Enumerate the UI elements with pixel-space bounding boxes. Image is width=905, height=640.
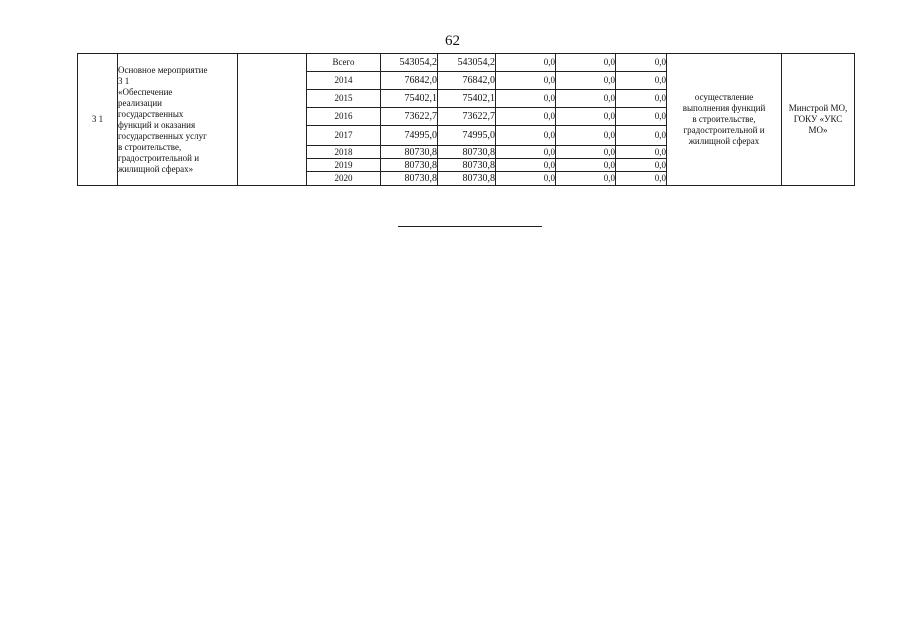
budget-value: 76842,0 — [438, 72, 496, 90]
value-cell: 0,0 — [556, 172, 616, 186]
description-line: «Обеспечение — [118, 86, 173, 97]
budget-value: 80730,8 — [438, 159, 496, 172]
value-cell: 0,0 — [496, 108, 556, 126]
description-line: градостроительной и — [118, 152, 200, 163]
value-cell: 0,0 — [496, 146, 556, 159]
result-line: жилищной сферах — [688, 136, 760, 146]
total-value: 74995,0 — [381, 126, 438, 146]
row-number: 3 1 — [78, 54, 118, 186]
description-line: реализации — [118, 97, 162, 108]
result-line: в строительстве, — [692, 114, 756, 124]
result-line: градостроительной и — [683, 125, 765, 135]
value-cell: 0,0 — [556, 146, 616, 159]
result-line: осуществление — [694, 92, 754, 102]
program-table — [77, 53, 855, 186]
value-cell: 0,0 — [616, 90, 667, 108]
budget-value: 73622,7 — [438, 108, 496, 126]
table-row — [78, 54, 855, 72]
value-cell: 0,0 — [556, 108, 616, 126]
result-line: выполнения функций — [682, 103, 766, 113]
end-separator-line — [398, 226, 542, 227]
total-value: 80730,8 — [381, 159, 438, 172]
year-label: 2015 — [307, 90, 381, 108]
value-cell: 0,0 — [616, 126, 667, 146]
budget-value: 80730,8 — [438, 146, 496, 159]
total-value: 76842,0 — [381, 72, 438, 90]
description-line: государственных услуг — [118, 130, 207, 141]
year-label: 2018 — [307, 146, 381, 159]
value-cell: 0,0 — [616, 172, 667, 186]
value-cell: 0,0 — [556, 54, 616, 72]
page-number: 62 — [445, 33, 460, 49]
description-line: государственных — [118, 108, 184, 119]
executor-line: МО» — [808, 125, 828, 135]
period-cell — [238, 54, 307, 186]
value-cell: 0,0 — [496, 126, 556, 146]
budget-value: 543054,2 — [438, 54, 496, 72]
value-cell: 0,0 — [556, 72, 616, 90]
year-label: 2017 — [307, 126, 381, 146]
description-line: жилищной сферах» — [118, 163, 194, 174]
value-cell: 0,0 — [496, 90, 556, 108]
description-line: функций и оказания — [118, 119, 196, 130]
total-value: 80730,8 — [381, 172, 438, 186]
budget-value: 74995,0 — [438, 126, 496, 146]
value-cell: 0,0 — [496, 159, 556, 172]
year-label: 2020 — [307, 172, 381, 186]
value-cell: 0,0 — [556, 159, 616, 172]
value-cell: 0,0 — [616, 72, 667, 90]
total-value: 80730,8 — [381, 146, 438, 159]
value-cell: 0,0 — [616, 159, 667, 172]
value-cell: 0,0 — [616, 54, 667, 72]
year-label: 2019 — [307, 159, 381, 172]
year-label: 2016 — [307, 108, 381, 126]
executor-line: Минстрой МО, — [788, 103, 848, 113]
budget-value: 80730,8 — [438, 172, 496, 186]
value-cell: 0,0 — [616, 146, 667, 159]
value-cell: 0,0 — [496, 172, 556, 186]
total-value: 73622,7 — [381, 108, 438, 126]
year-label: 2014 — [307, 72, 381, 90]
description-line: Основное мероприятие — [118, 64, 208, 75]
description-line: 3 1 — [118, 75, 130, 86]
value-cell: 0,0 — [556, 90, 616, 108]
budget-value: 75402,1 — [438, 90, 496, 108]
value-cell: 0,0 — [496, 72, 556, 90]
value-cell: 0,0 — [556, 126, 616, 146]
description-line: в строительстве, — [118, 141, 182, 152]
total-value: 543054,2 — [381, 54, 438, 72]
year-label: Всего — [307, 54, 381, 72]
executor — [782, 54, 855, 186]
activity-description — [118, 54, 238, 186]
value-cell: 0,0 — [496, 54, 556, 72]
value-cell: 0,0 — [616, 108, 667, 126]
expected-result — [667, 54, 782, 186]
total-value: 75402,1 — [381, 90, 438, 108]
executor-line: ГОКУ «УКС — [793, 114, 843, 124]
